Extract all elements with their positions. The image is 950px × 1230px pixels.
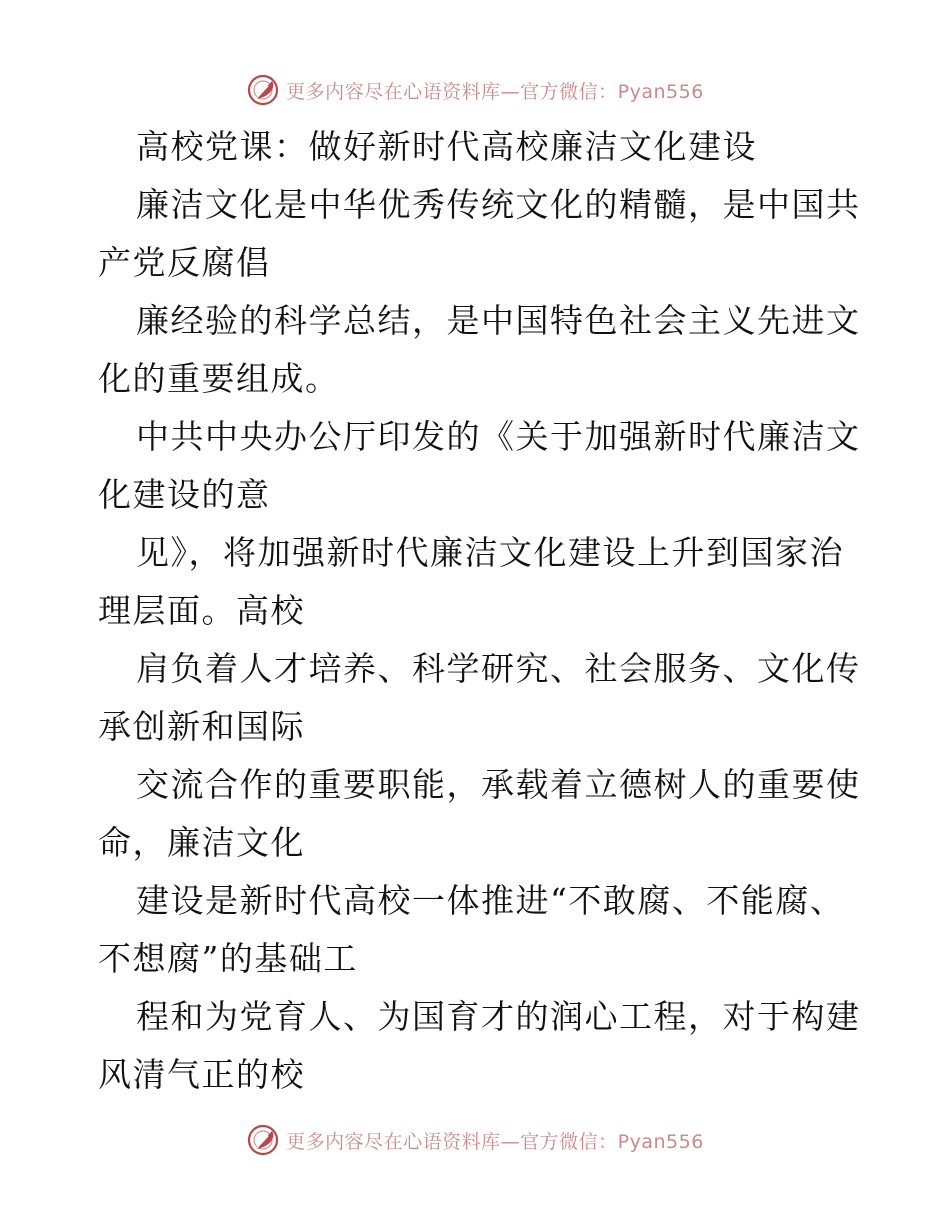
paragraph-line: 肩负着人才培养、科学研究、社会服务、文化传	[136, 649, 861, 688]
paragraph-line: 廉经验的科学总结，是中国特色社会主义先进文	[136, 301, 861, 340]
paragraph-line: 命，廉洁文化	[98, 823, 305, 862]
paragraph-line: 程和为党育人、为国育才的润心工程，对于构建	[136, 997, 861, 1036]
paragraph-line: 理层面。高校	[98, 591, 305, 630]
header-banner-text: 更多内容尽在心语资料库—官方微信：Pyan556	[286, 80, 704, 103]
footer-banner-text: 更多内容尽在心语资料库—官方微信：Pyan556	[286, 1130, 704, 1153]
paragraph-line: 廉洁文化是中华优秀传统文化的精髓，是中国共	[136, 185, 861, 224]
document-title: 高校党课：做好新时代高校廉洁文化建设	[136, 127, 757, 166]
paragraph-line: 化的重要组成。	[98, 359, 340, 398]
header-banner-inner	[246, 73, 704, 107]
feather-logo-icon	[246, 1123, 280, 1157]
feather-logo-icon	[246, 73, 280, 107]
paragraph-line: 风清气正的校	[98, 1055, 305, 1094]
paragraph-line: 中共中央办公厅印发的《关于加强新时代廉洁文	[136, 417, 861, 456]
footer-banner-inner	[246, 1123, 704, 1157]
paragraph-line: 承创新和国际	[98, 707, 305, 746]
footer-banner	[0, 1120, 950, 1160]
paragraph-line: 交流合作的重要职能，承载着立德树人的重要使	[136, 765, 861, 804]
header-banner	[0, 70, 950, 110]
paragraph-line: 建设是新时代高校一体推进“不敢腐、不能腐、	[136, 881, 845, 920]
paragraph-line: 见》，将加强新时代廉洁文化建设上升到国家治	[136, 533, 844, 572]
document-body	[98, 118, 861, 1104]
paragraph-line: 不想腐”的基础工	[98, 939, 358, 978]
paragraph-line: 化建设的意	[98, 475, 271, 514]
paragraph-line: 产党反腐倡	[98, 243, 271, 282]
